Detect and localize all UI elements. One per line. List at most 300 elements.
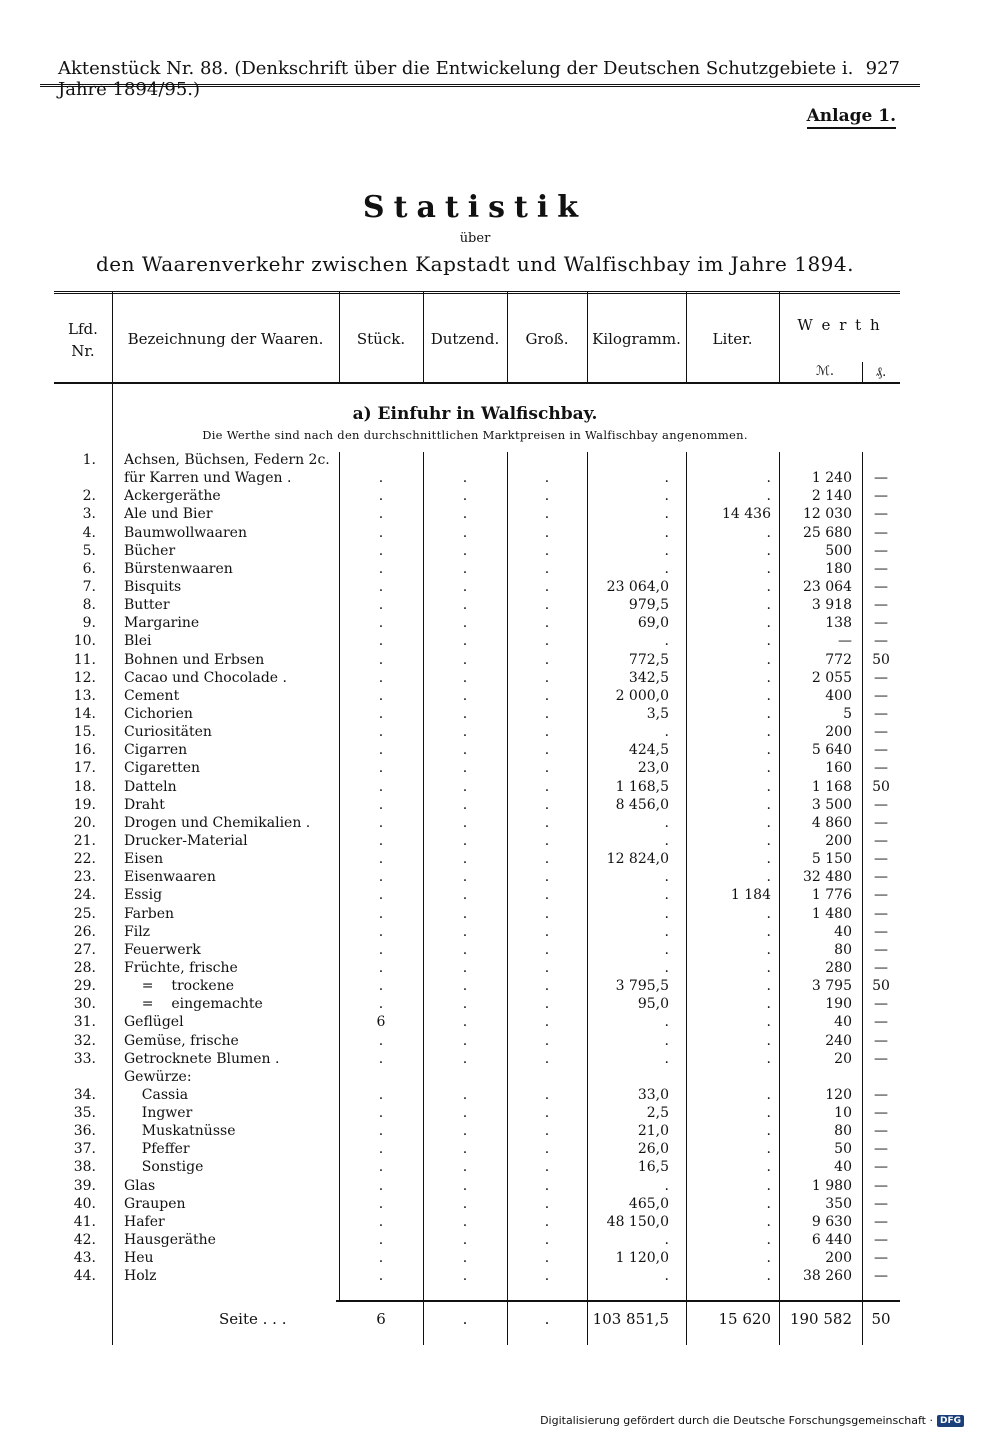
table-row xyxy=(54,505,900,523)
cell-dutzend: . xyxy=(462,1123,468,1140)
item-name: Gemüse, frische xyxy=(124,1032,239,1049)
cell-pfennig: — xyxy=(874,1123,888,1140)
page-number: 927 xyxy=(865,58,900,79)
table-row xyxy=(54,669,900,687)
cell-dutzend: . xyxy=(462,796,468,813)
totals-kilo: 103 851,5 xyxy=(592,1310,669,1328)
cell-mark: 280 xyxy=(825,959,852,976)
cell-liter: . xyxy=(766,778,771,795)
cell-stueck: . xyxy=(378,687,384,704)
cell-mark: 5 150 xyxy=(811,851,852,868)
cell-gross: . xyxy=(544,1141,550,1158)
cell-stueck: . xyxy=(378,996,384,1013)
cell-pfennig: — xyxy=(874,1086,888,1103)
cell-mark: 200 xyxy=(825,724,852,741)
table-row xyxy=(54,614,900,632)
cell-mark: 400 xyxy=(825,687,852,704)
cell-mark: 2 140 xyxy=(811,488,852,505)
table-row xyxy=(54,1158,900,1176)
cell-dutzend: . xyxy=(462,542,468,559)
section-note: Die Werthe sind nach den durchschnittlichen Marktpreisen in Walfischbay angenommen. xyxy=(202,428,748,442)
cell-stueck: . xyxy=(378,905,384,922)
cell-pfennig: — xyxy=(874,887,888,904)
item-name: Margarine xyxy=(124,615,200,632)
row-number: 13. xyxy=(73,687,96,704)
cell-gross: . xyxy=(544,1232,550,1249)
cell-stueck: . xyxy=(378,760,384,777)
cell-dutzend: . xyxy=(462,1250,468,1267)
cell-liter: . xyxy=(766,796,771,813)
row-number: 7. xyxy=(82,578,96,595)
cell-gross: . xyxy=(544,1105,550,1122)
cell-mark: 40 xyxy=(834,1159,852,1176)
cell-stueck: 6 xyxy=(376,1014,386,1031)
row-number: 15. xyxy=(73,724,96,741)
cell-stueck: . xyxy=(378,578,384,595)
cell-dutzend: . xyxy=(462,506,468,523)
cell-gross: . xyxy=(544,1086,550,1103)
cell-kilogramm: . xyxy=(664,941,669,958)
item-name: Hafer xyxy=(124,1213,165,1230)
cell-gross: . xyxy=(544,1050,550,1067)
row-number: 3. xyxy=(82,506,96,523)
item-name: Bürstenwaaren xyxy=(124,560,233,577)
cell-dutzend: . xyxy=(462,1032,468,1049)
cell-pfennig: — xyxy=(874,488,888,505)
table-row xyxy=(54,687,900,705)
header-kilo: Kilogramm. xyxy=(592,330,681,348)
item-name: Ale und Bier xyxy=(124,506,213,523)
document-title: Statistik xyxy=(362,190,588,225)
cell-gross: . xyxy=(544,796,550,813)
cell-mark: 80 xyxy=(834,1123,852,1140)
cell-pfennig: — xyxy=(874,923,888,940)
cell-pfennig: — xyxy=(874,869,888,886)
header-mark: ℳ. xyxy=(815,364,835,379)
row-number: 14. xyxy=(73,705,96,722)
cell-dutzend: . xyxy=(462,578,468,595)
cell-gross: . xyxy=(544,488,550,505)
dfg-logo: DFG xyxy=(937,1415,964,1427)
cell-kilogramm: . xyxy=(664,1014,669,1031)
cell-pfennig: — xyxy=(874,796,888,813)
cell-dutzend: . xyxy=(462,1050,468,1067)
table-row xyxy=(54,632,900,650)
item-name: Farben xyxy=(124,905,175,922)
table-row xyxy=(54,850,900,868)
totals-mark: 190 582 xyxy=(789,1310,852,1328)
row-number: 10. xyxy=(73,633,96,650)
header-name: Bezeichnung der Waaren. xyxy=(127,330,324,348)
cell-liter: . xyxy=(766,996,771,1013)
item-name: Cigarren xyxy=(124,742,188,759)
cell-liter: . xyxy=(766,470,771,487)
table-row xyxy=(54,1249,900,1267)
cell-stueck: . xyxy=(378,742,384,759)
item-name: Holz xyxy=(124,1268,157,1285)
cell-liter: . xyxy=(766,1032,771,1049)
item-name: Getrocknete Blumen . xyxy=(124,1050,280,1067)
row-number: 23. xyxy=(73,869,96,886)
cell-kilogramm: . xyxy=(664,905,669,922)
cell-dutzend: . xyxy=(462,905,468,922)
cell-dutzend: . xyxy=(462,996,468,1013)
cell-kilogramm: 33,0 xyxy=(637,1086,669,1103)
cell-liter: . xyxy=(766,1177,771,1194)
cell-liter: . xyxy=(766,760,771,777)
table-row xyxy=(54,469,900,487)
cell-liter: . xyxy=(766,869,771,886)
cell-liter: . xyxy=(766,1123,771,1140)
cell-liter: . xyxy=(766,1086,771,1103)
cell-stueck: . xyxy=(378,869,384,886)
row-number: 21. xyxy=(73,832,96,849)
cell-dutzend: . xyxy=(462,470,468,487)
cell-gross: . xyxy=(544,959,550,976)
cell-gross: . xyxy=(544,1123,550,1140)
cell-gross: . xyxy=(544,742,550,759)
cell-pfennig: — xyxy=(874,542,888,559)
cell-liter: . xyxy=(766,905,771,922)
cell-kilogramm: . xyxy=(664,506,669,523)
item-name: Sonstige xyxy=(124,1159,204,1176)
totals-liter: 15 620 xyxy=(718,1310,771,1328)
cell-liter: . xyxy=(766,1159,771,1176)
cell-liter: . xyxy=(766,524,771,541)
table-row xyxy=(54,1104,900,1122)
cell-pfennig: — xyxy=(874,705,888,722)
cell-dutzend: . xyxy=(462,1141,468,1158)
row-number: 37. xyxy=(73,1141,96,1158)
row-number: 8. xyxy=(82,597,96,614)
cell-gross: . xyxy=(544,524,550,541)
cell-kilogramm: . xyxy=(664,923,669,940)
table-row xyxy=(54,995,900,1013)
cell-liter: . xyxy=(766,651,771,668)
cell-kilogramm: . xyxy=(664,814,669,831)
cell-pfennig: — xyxy=(874,1268,888,1285)
cell-liter: . xyxy=(766,832,771,849)
cell-dutzend: . xyxy=(462,687,468,704)
cell-pfennig: — xyxy=(874,1232,888,1249)
cell-liter: . xyxy=(766,851,771,868)
table-row xyxy=(54,959,900,977)
totals-stueck: 6 xyxy=(376,1310,386,1328)
cell-liter: 14 436 xyxy=(722,506,771,523)
cell-dutzend: . xyxy=(462,524,468,541)
cell-stueck: . xyxy=(378,705,384,722)
row-number: 44. xyxy=(73,1268,96,1285)
cell-kilogramm: 342,5 xyxy=(628,669,669,686)
cell-pfennig: 50 xyxy=(872,978,890,995)
cell-liter: . xyxy=(766,814,771,831)
cell-stueck: . xyxy=(378,651,384,668)
cell-pfennig: — xyxy=(874,1141,888,1158)
row-number: 35. xyxy=(73,1105,96,1122)
cell-gross: . xyxy=(544,778,550,795)
cell-pfennig: — xyxy=(874,615,888,632)
cell-mark: 5 640 xyxy=(811,742,852,759)
cell-pfennig: — xyxy=(874,633,888,650)
cell-mark: 9 630 xyxy=(811,1213,852,1230)
table-row xyxy=(54,832,900,850)
cell-stueck: . xyxy=(378,1141,384,1158)
table-row xyxy=(54,1013,900,1031)
cell-dutzend: . xyxy=(462,560,468,577)
cell-kilogramm: . xyxy=(664,1232,669,1249)
row-number: 18. xyxy=(73,778,96,795)
row-number: 11. xyxy=(73,651,96,668)
cell-mark: 200 xyxy=(825,832,852,849)
row-number: 5. xyxy=(82,542,96,559)
cell-gross: . xyxy=(544,978,550,995)
cell-liter: . xyxy=(766,669,771,686)
item-name: Achsen, Büchsen, Federn 2c. xyxy=(124,452,330,468)
cell-kilogramm: . xyxy=(664,1050,669,1067)
cell-mark: 190 xyxy=(825,996,852,1013)
cell-mark: 772 xyxy=(825,651,852,668)
cell-liter: . xyxy=(766,633,771,650)
table-row xyxy=(54,1231,900,1249)
item-name: Cacao und Chocolade . xyxy=(124,669,287,686)
table-row xyxy=(54,651,900,669)
column-divider xyxy=(779,292,780,383)
item-name: Heu xyxy=(124,1250,154,1267)
cell-gross: . xyxy=(544,724,550,741)
item-name: Cichorien xyxy=(124,705,193,722)
cell-kilogramm: . xyxy=(664,524,669,541)
cell-stueck: . xyxy=(378,615,384,632)
cell-pfennig: — xyxy=(874,1195,888,1212)
table-body xyxy=(54,451,900,1285)
cell-dutzend: . xyxy=(462,633,468,650)
cell-stueck: . xyxy=(378,542,384,559)
cell-liter: . xyxy=(766,742,771,759)
row-number: 6. xyxy=(82,560,96,577)
cell-dutzend: . xyxy=(462,705,468,722)
cell-stueck: . xyxy=(378,633,384,650)
table-row xyxy=(54,1050,900,1068)
cell-dutzend: . xyxy=(462,724,468,741)
cell-dutzend: . xyxy=(462,959,468,976)
row-number: 12. xyxy=(73,669,96,686)
cell-pfennig: — xyxy=(874,669,888,686)
table-row xyxy=(54,814,900,832)
cell-mark: 25 680 xyxy=(803,524,852,541)
cell-liter: . xyxy=(766,959,771,976)
cell-mark: 40 xyxy=(834,923,852,940)
cell-mark: 350 xyxy=(825,1195,852,1212)
item-name: Cassia xyxy=(124,1086,189,1103)
totals-rule xyxy=(336,1300,900,1302)
row-number: 28. xyxy=(73,959,96,976)
cell-mark: 6 440 xyxy=(811,1232,852,1249)
cell-gross: . xyxy=(544,923,550,940)
cell-stueck: . xyxy=(378,506,384,523)
cell-liter: . xyxy=(766,923,771,940)
cell-liter: . xyxy=(766,978,771,995)
cell-kilogramm: . xyxy=(664,560,669,577)
item-name: Glas xyxy=(124,1177,156,1194)
row-number: 30. xyxy=(73,996,96,1013)
cell-kilogramm: . xyxy=(664,1032,669,1049)
appendix-label: Anlage 1. xyxy=(807,106,896,129)
running-head-title: Aktenstück Nr. 88. (Denkschrift über die Entwickelung der Deutschen Schutzgebiete i. Jahre 1894/95.) xyxy=(58,58,854,100)
cell-dutzend: . xyxy=(462,941,468,958)
cell-dutzend: . xyxy=(462,1159,468,1176)
cell-liter: . xyxy=(766,542,771,559)
cell-gross: . xyxy=(544,1032,550,1049)
row-number: 40. xyxy=(73,1195,96,1212)
cell-gross: . xyxy=(544,506,550,523)
cell-liter: . xyxy=(766,597,771,614)
table-row xyxy=(54,705,900,723)
cell-pfennig: 50 xyxy=(872,651,890,668)
cell-stueck: . xyxy=(378,488,384,505)
row-number: 34. xyxy=(73,1086,96,1103)
cell-pfennig: — xyxy=(874,687,888,704)
cell-pfennig: — xyxy=(874,832,888,849)
item-name: Essig xyxy=(124,887,163,904)
cell-dutzend: . xyxy=(462,1232,468,1249)
table-row xyxy=(54,759,900,777)
item-name: Baumwollwaaren xyxy=(124,524,247,541)
cell-dutzend: . xyxy=(462,1213,468,1230)
cell-dutzend: . xyxy=(462,1086,468,1103)
cell-kilogramm: 2,5 xyxy=(646,1105,669,1122)
cell-pfennig: — xyxy=(874,742,888,759)
item-name: Eisen xyxy=(124,851,164,868)
cell-dutzend: . xyxy=(462,1177,468,1194)
cell-stueck: . xyxy=(378,470,384,487)
cell-kilogramm: 465,0 xyxy=(628,1195,669,1212)
cell-stueck: . xyxy=(378,724,384,741)
item-name: Geflügel xyxy=(124,1014,184,1031)
cell-pfennig: 50 xyxy=(872,778,890,795)
cell-pfennig: — xyxy=(874,506,888,523)
cell-mark: 4 860 xyxy=(811,814,852,831)
cell-dutzend: . xyxy=(462,597,468,614)
table-row xyxy=(54,905,900,923)
cell-stueck: . xyxy=(378,1250,384,1267)
table-row xyxy=(54,941,900,959)
totals-row xyxy=(54,1310,900,1330)
table-row xyxy=(54,723,900,741)
cell-gross: . xyxy=(544,887,550,904)
table-row xyxy=(54,977,900,995)
cell-stueck: . xyxy=(378,1159,384,1176)
cell-stueck: . xyxy=(378,524,384,541)
section-title: a) Einfuhr in Walfischbay. xyxy=(352,404,598,424)
cell-stueck: . xyxy=(378,1105,384,1122)
cell-gross: . xyxy=(544,1014,550,1031)
cell-dutzend: . xyxy=(462,615,468,632)
cell-gross: . xyxy=(544,941,550,958)
cell-kilogramm: 95,0 xyxy=(637,996,669,1013)
cell-mark: 80 xyxy=(834,941,852,958)
row-number: 24. xyxy=(73,887,96,904)
table-row xyxy=(54,1267,900,1285)
cell-stueck: . xyxy=(378,814,384,831)
table-row xyxy=(54,560,900,578)
cell-gross: . xyxy=(544,832,550,849)
header-nr: Lfd. Nr. xyxy=(68,320,98,360)
cell-dutzend: . xyxy=(462,887,468,904)
cell-mark: 20 xyxy=(834,1050,852,1067)
row-number: 19. xyxy=(73,796,96,813)
cell-stueck: . xyxy=(378,941,384,958)
cell-liter: . xyxy=(766,488,771,505)
cell-stueck: . xyxy=(378,887,384,904)
cell-mark: 160 xyxy=(825,760,852,777)
item-name: Pfeffer xyxy=(124,1141,190,1158)
row-number: 31. xyxy=(73,1014,96,1031)
cell-dutzend: . xyxy=(462,832,468,849)
cell-gross: . xyxy=(544,814,550,831)
cell-liter: . xyxy=(766,1213,771,1230)
table-row xyxy=(54,596,900,614)
header-stueck: Stück. xyxy=(356,330,406,348)
cell-mark: 120 xyxy=(825,1086,852,1103)
cell-kilogramm: 772,5 xyxy=(628,651,669,668)
cell-pfennig: — xyxy=(874,1250,888,1267)
cell-liter: . xyxy=(766,687,771,704)
row-number: 42. xyxy=(73,1232,96,1249)
cell-gross: . xyxy=(544,578,550,595)
item-name: für Karren und Wagen . xyxy=(124,470,292,487)
cell-pfennig: — xyxy=(874,814,888,831)
cell-dutzend: . xyxy=(462,814,468,831)
item-name: Bisquits xyxy=(124,578,182,595)
cell-liter: . xyxy=(766,1195,771,1212)
header-gross: Groß. xyxy=(525,330,569,348)
cell-kilogramm: 23 064,0 xyxy=(606,578,669,595)
cell-mark: 240 xyxy=(825,1032,852,1049)
table-row xyxy=(54,923,900,941)
cell-pfennig: — xyxy=(874,760,888,777)
cell-gross: . xyxy=(544,705,550,722)
cell-dutzend: . xyxy=(462,1014,468,1031)
row-number: 38. xyxy=(73,1159,96,1176)
table-row xyxy=(54,524,900,542)
cell-dutzend: . xyxy=(462,1268,468,1285)
cell-gross: . xyxy=(544,470,550,487)
item-name: = trockene xyxy=(124,978,234,995)
cell-stueck: . xyxy=(378,959,384,976)
item-name: Feuerwerk xyxy=(124,941,201,958)
cell-liter: . xyxy=(766,578,771,595)
row-number: 41. xyxy=(73,1213,96,1230)
cell-kilogramm: 979,5 xyxy=(628,597,669,614)
cell-pfennig: — xyxy=(874,470,888,487)
totals-pfennig: 50 xyxy=(871,1310,891,1328)
cell-kilogramm: . xyxy=(664,959,669,976)
table-row xyxy=(54,451,900,469)
row-number: 39. xyxy=(73,1177,96,1194)
item-name: Filz xyxy=(124,923,151,940)
cell-mark: 23 064 xyxy=(803,578,852,595)
cell-gross: . xyxy=(544,542,550,559)
cell-liter: . xyxy=(766,1250,771,1267)
cell-stueck: . xyxy=(378,923,384,940)
cell-gross: . xyxy=(544,633,550,650)
cell-liter: . xyxy=(766,941,771,958)
cell-mark: 500 xyxy=(825,542,852,559)
cell-dutzend: . xyxy=(462,760,468,777)
cell-pfennig: — xyxy=(874,1177,888,1194)
cell-kilogramm: 16,5 xyxy=(637,1159,669,1176)
table-row xyxy=(54,778,900,796)
